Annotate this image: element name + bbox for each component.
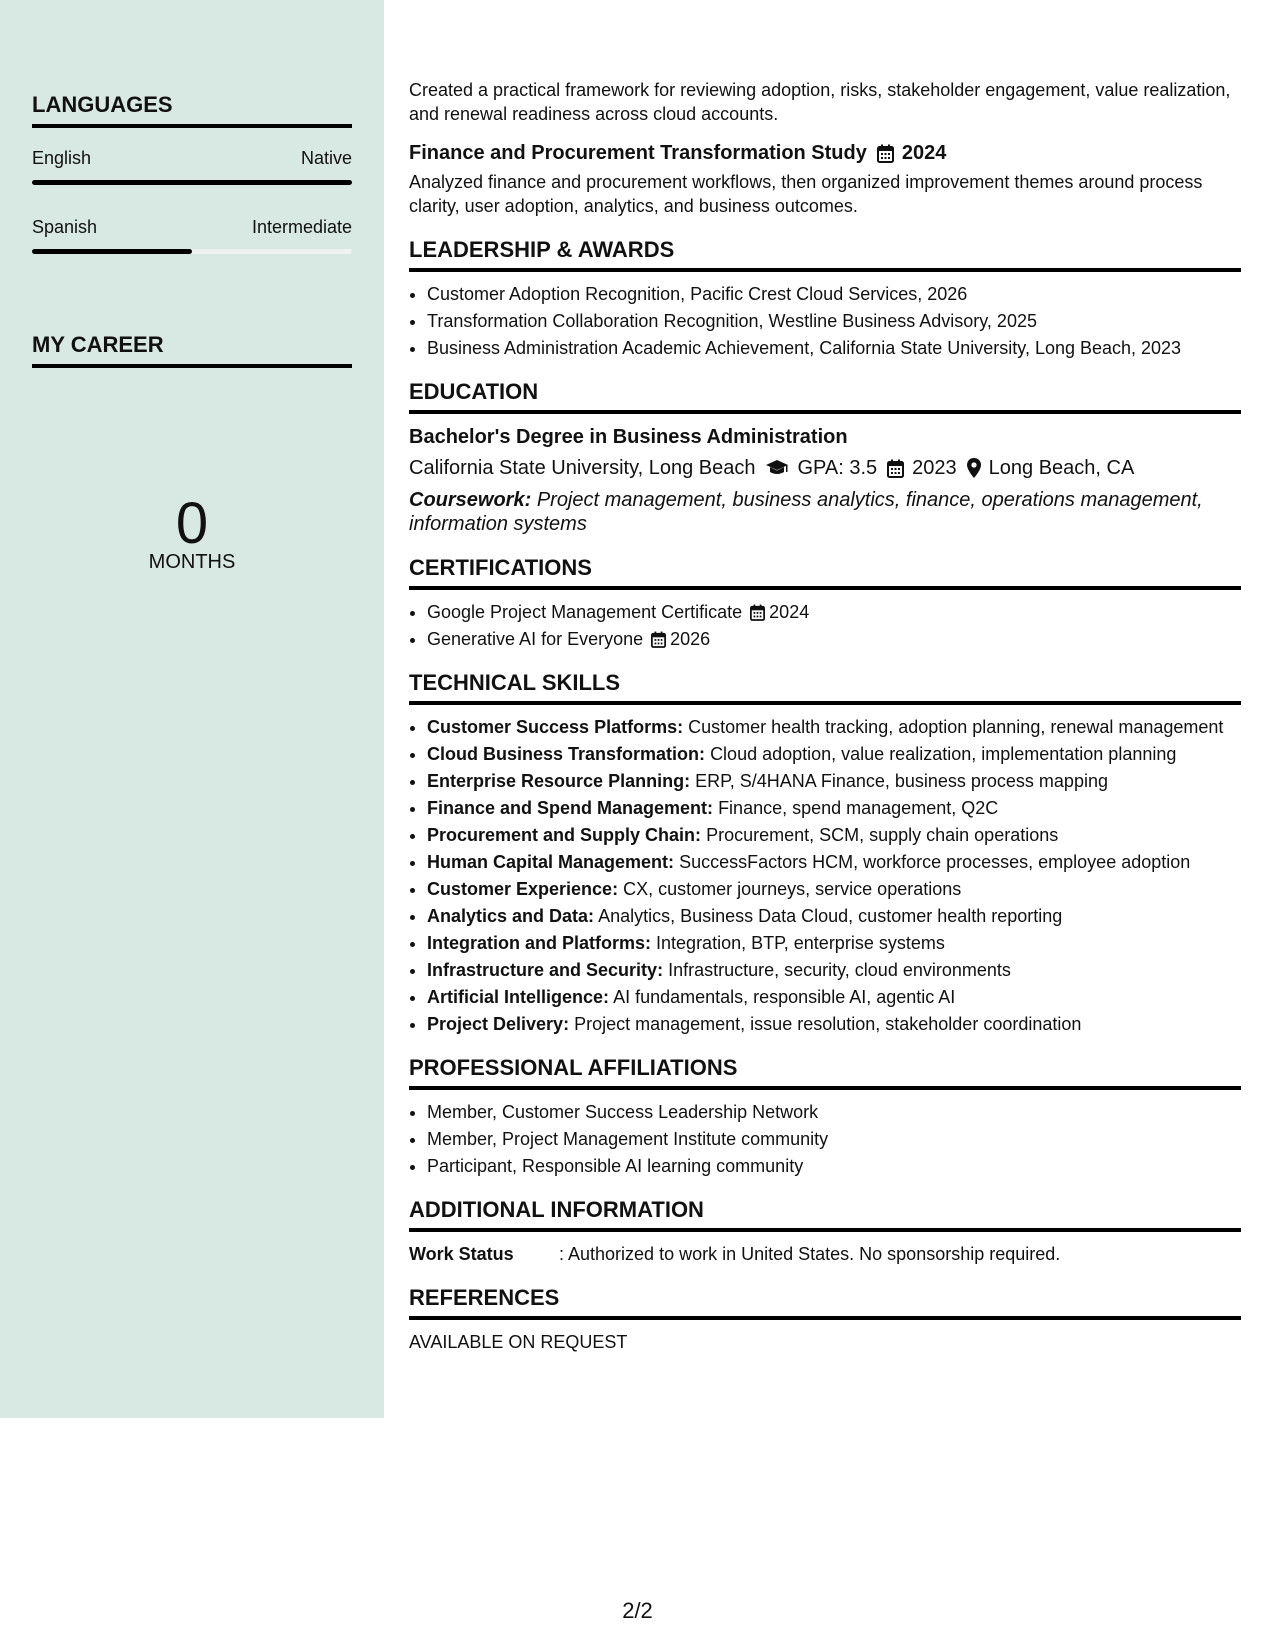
- skill-text: Infrastructure, security, cloud environments: [668, 960, 1011, 980]
- list-item: • Participant, Responsible AI learning community: [427, 1154, 1241, 1178]
- skill-item: [427, 769, 1241, 793]
- intro-paragraph: Created a practical framework for reviewing adoption, risks, stakeholder engagement, value realization, and renewal readiness across cloud accounts.: [409, 80, 1231, 124]
- certification-date-text: 2024: [769, 602, 810, 622]
- references-heading: REFERENCES: [409, 1284, 1241, 1320]
- project-date-text: 2024: [901, 142, 947, 164]
- skill-text: Integration, BTP, enterprise systems: [656, 933, 945, 953]
- skill-item: [427, 1012, 1241, 1036]
- skill-item: [427, 715, 1241, 739]
- language-proficiency-fill: [32, 180, 352, 185]
- language-level: Intermediate: [251, 217, 352, 237]
- work-status-label: Work Status: [409, 1244, 514, 1264]
- certifications-heading: CERTIFICATIONS: [409, 554, 1241, 590]
- graduation-cap-icon: [765, 459, 789, 477]
- skill-text: CX, customer journeys, service operations: [623, 879, 962, 899]
- language-spanish: [32, 217, 352, 254]
- leadership-heading: LEADERSHIP & AWARDS: [409, 236, 1241, 272]
- skill-label: Artificial Intelligence:: [427, 987, 610, 1007]
- education-details: [409, 454, 1241, 482]
- skill-label: Cloud Business Transformation:: [427, 744, 706, 764]
- skill-label: Customer Success Platforms:: [427, 717, 684, 737]
- certification-date: [651, 627, 710, 651]
- affiliations-heading: PROFESSIONAL AFFILIATIONS: [409, 1054, 1241, 1090]
- list-item: [427, 627, 1241, 651]
- project-title: Finance and Procurement Transformation Study: [409, 142, 867, 164]
- languages-heading: LANGUAGES: [32, 92, 352, 128]
- education-degree: Bachelor's Degree in Business Administration: [409, 426, 848, 448]
- work-status-value: : Authorized to work in United States. No sponsorship required.: [559, 1244, 1061, 1264]
- additional-info-heading: ADDITIONAL INFORMATION: [409, 1196, 1241, 1232]
- list-item: • Member, Customer Success Leadership Network: [427, 1100, 1241, 1124]
- skill-item: [427, 877, 1241, 901]
- main-content: [409, 78, 1241, 1354]
- calendar-icon: [651, 631, 666, 648]
- skill-item: [427, 931, 1241, 955]
- skill-text: Procurement, SCM, supply chain operations: [706, 825, 1059, 845]
- language-level: Native: [300, 148, 352, 168]
- skill-label: Analytics and Data:: [427, 906, 595, 926]
- education-heading: EDUCATION: [409, 378, 1241, 414]
- language-name: English: [32, 148, 92, 168]
- skill-text: SuccessFactors HCM, workforce processes, employee adoption: [679, 852, 1191, 872]
- coursework-text: Project management, business analytics, finance, operations management, information systems: [409, 489, 1203, 535]
- skill-item: [427, 742, 1241, 766]
- skill-item: [427, 796, 1241, 820]
- calendar-icon: [877, 144, 894, 163]
- skill-label: Finance and Spend Management:: [427, 798, 714, 818]
- language-proficiency-fill: [32, 249, 192, 254]
- skill-text: Project management, issue resolution, stakeholder coordination: [574, 1014, 1082, 1034]
- career-section: [32, 332, 352, 368]
- skill-label: Integration and Platforms:: [427, 933, 652, 953]
- certifications-list: [409, 600, 1241, 651]
- skill-text: Analytics, Business Data Cloud, customer health reporting: [598, 906, 1063, 926]
- project-title-row: [409, 140, 1241, 166]
- career-months-value: 0: [175, 491, 209, 556]
- project-date: [877, 140, 947, 166]
- skill-label: Procurement and Supply Chain:: [427, 825, 702, 845]
- skills-heading: TECHNICAL SKILLS: [409, 669, 1241, 705]
- calendar-icon: [887, 459, 904, 478]
- language-english: [32, 148, 352, 185]
- education-year-text: 2023: [912, 457, 957, 479]
- calendar-icon: [750, 604, 765, 621]
- career-heading: MY CAREER: [32, 332, 352, 368]
- skill-item: [427, 985, 1241, 1009]
- education-gpa: [765, 454, 877, 482]
- skill-label: Customer Experience:: [427, 879, 619, 899]
- skill-label: Enterprise Resource Planning:: [427, 771, 691, 791]
- skill-label: Infrastructure and Security:: [427, 960, 664, 980]
- project-description: Analyzed finance and procurement workflows, then organized improvement themes around process clarity, user adoption, analytics, and business outcomes.: [409, 172, 1203, 216]
- education-location-text: Long Beach, CA: [988, 457, 1135, 479]
- skill-text: ERP, S/4HANA Finance, business process mapping: [695, 771, 1108, 791]
- skill-text: Customer health tracking, adoption planning, renewal management: [688, 717, 1224, 737]
- list-item: [427, 600, 1241, 624]
- skill-text: Finance, spend management, Q2C: [718, 798, 999, 818]
- career-months-unit: MONTHS: [148, 551, 236, 573]
- certification-date: [750, 600, 809, 624]
- languages-section: [32, 92, 352, 254]
- language-name: Spanish: [32, 217, 98, 237]
- skills-list: [409, 715, 1241, 1036]
- references-text: AVAILABLE ON REQUEST: [409, 1332, 628, 1352]
- certification-date-text: 2026: [670, 629, 711, 649]
- work-status-row: [409, 1242, 1241, 1266]
- education-gpa-text: GPA: 3.5: [797, 457, 878, 479]
- education-location: [967, 454, 1135, 482]
- skill-item: [427, 850, 1241, 874]
- sidebar: [0, 0, 384, 1418]
- skill-item: [427, 904, 1241, 928]
- skill-label: Human Capital Management:: [427, 852, 675, 872]
- skill-text: AI fundamentals, responsible AI, agentic AI: [613, 987, 956, 1007]
- skill-item: [427, 823, 1241, 847]
- list-item: • Member, Project Management Institute community: [427, 1127, 1241, 1151]
- page-number: 2/2: [622, 1598, 653, 1623]
- list-item: • Transformation Collaboration Recognition, Westline Business Advisory, 2025: [427, 309, 1241, 333]
- skill-item: [427, 958, 1241, 982]
- certification-name: • Generative AI for Everyone: [427, 629, 644, 649]
- language-proficiency-bar: [32, 180, 352, 185]
- leadership-list: [409, 282, 1241, 360]
- skill-label: Project Delivery:: [427, 1014, 570, 1034]
- list-item: • Business Administration Academic Achievement, California State University, Long Beach, 2023: [427, 336, 1241, 360]
- map-marker-icon: [967, 458, 981, 478]
- education-school: California State University, Long Beach: [409, 457, 756, 479]
- education-year: [887, 454, 957, 482]
- skill-text: Cloud adoption, value realization, implementation planning: [710, 744, 1177, 764]
- list-item: • Customer Adoption Recognition, Pacific Crest Cloud Services, 2026: [427, 282, 1241, 306]
- affiliations-list: [409, 1100, 1241, 1178]
- certification-name: • Google Project Management Certificate: [427, 602, 743, 622]
- language-proficiency-bar: [32, 249, 352, 254]
- coursework-label: Coursework:: [409, 489, 532, 511]
- education-coursework: [409, 488, 1241, 536]
